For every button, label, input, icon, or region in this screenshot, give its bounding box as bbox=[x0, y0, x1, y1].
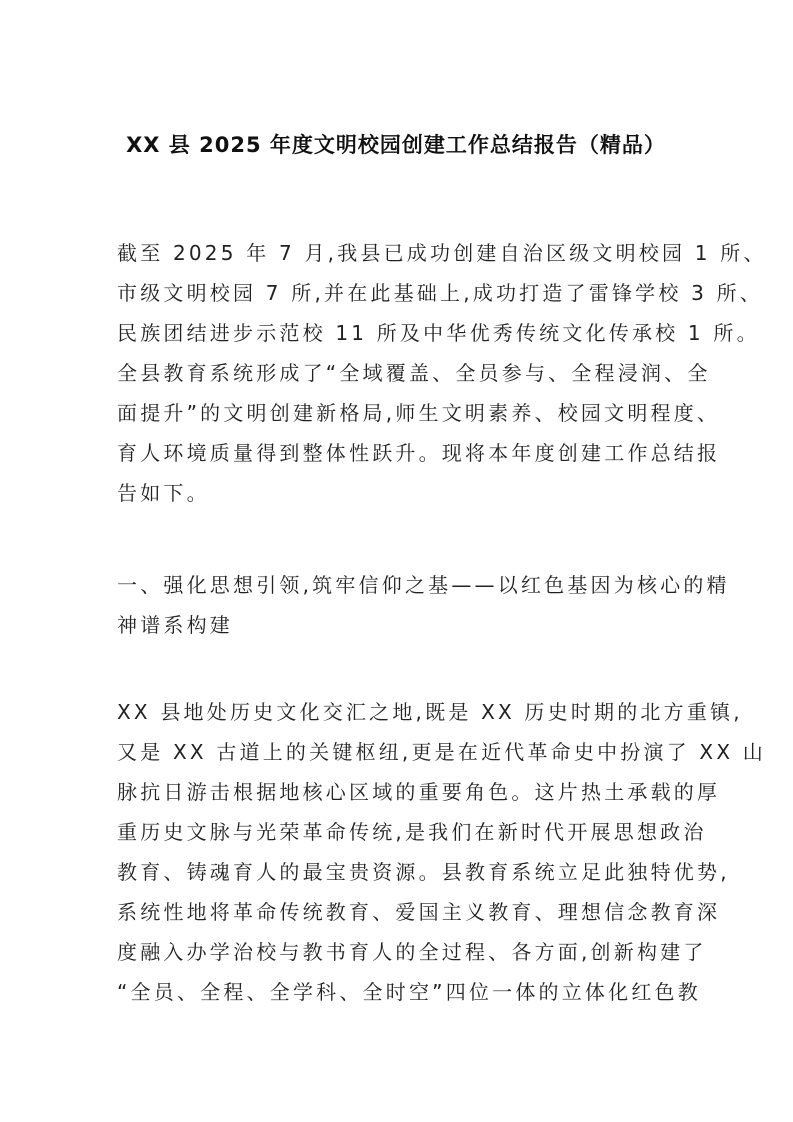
text-line: 面提升”的文明创建新格局,师生文明素养、校园文明程度、 bbox=[117, 401, 721, 425]
heading-line: 一、强化思想引领,筑牢信仰之基——以红色基因为核心的精 bbox=[117, 573, 730, 597]
text-line: 又是 XX 古道上的关键枢纽,更是在近代革命史中扮演了 XX 山 bbox=[117, 740, 766, 764]
intro-paragraph bbox=[117, 233, 767, 513]
section-heading bbox=[117, 565, 730, 645]
document-title: XX 县 2025 年度文明校园创建工作总结报告（精品） bbox=[126, 133, 666, 157]
text-line: 教育、铸魂育人的最宝贵资源。县教育系统立足此独特优势, bbox=[117, 860, 730, 884]
text-line: 告如下。 bbox=[117, 481, 210, 505]
section-paragraph bbox=[117, 692, 766, 1012]
text-line: 度融入办学治校与教书育人的全过程、各方面,创新构建了 bbox=[117, 940, 707, 964]
text-line: 市级文明校园 7 所,并在此基础上,成功打造了雷锋学校 3 所、 bbox=[117, 281, 763, 305]
text-line: 系统性地将革命传统教育、爱国主义教育、理想信念教育深 bbox=[117, 900, 721, 924]
text-line: “全员、全程、全学科、全时空”四位一体的立体化红色教 bbox=[117, 980, 701, 1004]
text-line: 育人环境质量得到整体性跃升。现将本年度创建工作总结报 bbox=[117, 441, 721, 465]
text-line: 重历史文脉与光荣革命传统,是我们在新时代开展思想政治 bbox=[117, 820, 707, 844]
text-line: 脉抗日游击根据地核心区域的重要角色。这片热土承载的厚 bbox=[117, 780, 721, 804]
text-line: 全县教育系统形成了“全域覆盖、全员参与、全程浸润、全 bbox=[117, 361, 711, 385]
text-line: 民族团结进步示范校 11 所及中华优秀传统文化传承校 1 所。 bbox=[117, 321, 760, 345]
text-line: XX 县地处历史文化交汇之地,既是 XX 历史时期的北方重镇, bbox=[117, 700, 743, 724]
heading-line: 神谱系构建 bbox=[117, 613, 233, 637]
text-line: 截至 2025 年 7 月,我县已成功创建自治区级文明校园 1 所、 bbox=[117, 241, 767, 265]
